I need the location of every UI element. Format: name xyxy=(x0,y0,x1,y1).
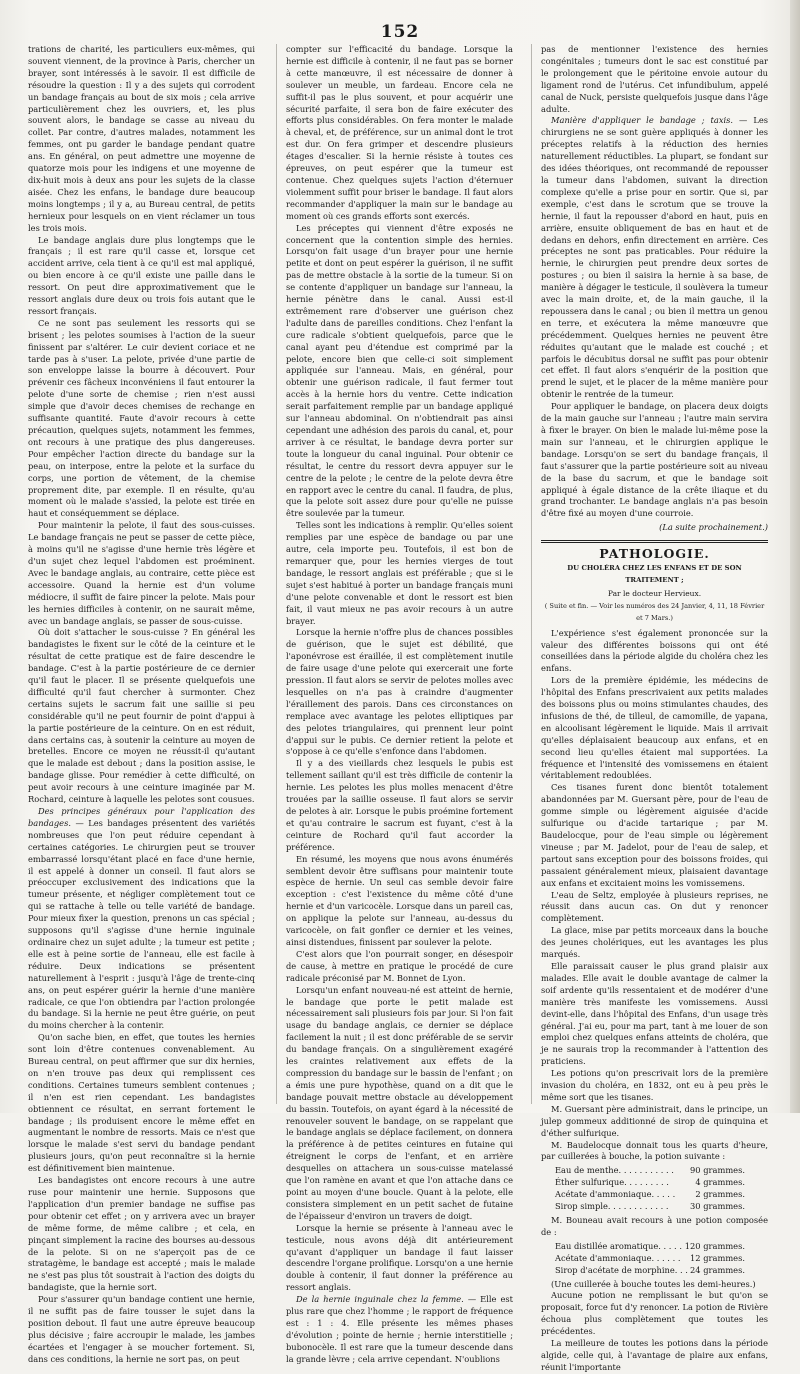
recipe-item xyxy=(555,1201,745,1213)
paragraph xyxy=(28,806,255,1032)
continuation-note: (La suite prochainement.) xyxy=(659,522,768,533)
paragraph: Elle paraissait causer le plus grand plaisir aux malades. Elle avait le double avantage de calmer la soif ardente qu'ils ressentaient et de modérer d'une manière très manifeste les vomissemens. Aussi devint-elle, dans l'hôpital des Enfans, d'un usage très général. J'ai eu, pour ma part, tant à me louer de son emploi chez quelques enfans atteints de choléra, que je ne saurais trop la recommander à l'attention des praticiens. xyxy=(541,960,768,1067)
paragraph: Telles sont les indications à remplir. Qu'elles soient remplies par une espèce de bandage ou par une autre, cela importe peu. Toutefois, il est bon de remarquer que, pour les hernies vierges de tout bandage, le ressort anglais est préférable ; que si le sujet s'est habitué à porter un bandage français muni d'une pelote convenable et dont le ressort est bien fait, il vaut mieux ne pas avoir recours à un autre brayer. xyxy=(286,520,513,626)
recipe-item xyxy=(555,1189,745,1201)
recipe-list xyxy=(555,1241,768,1277)
recipe-item xyxy=(555,1241,745,1253)
paragraph xyxy=(541,115,768,401)
paragraph-text: — Les bandages présentent des variétés nombreuses que l'on peut réduire cependant à certaines catégories. Le chirurgien peut se trouver embarrassé lorsqu'étant placé en face d'une hernie, il est appelé à donner un conseil. Il faut alors se préoccuper exclusivement des indications que la tumeur présente, et négliger complètement tout ce qui se rattache à telle ou telle variété de bandage. Pour mieux fixer la question, prenons un cas spécial ; supposons qu'il s'agisse d'une hernie inguinale ordinaire chez un sujet adulte ; la tumeur est petite ; elle est à peine sortie de l'anneau, elle est facile à réduire. Deux indications se présentent naturellement à l'esprit : jusqu'à l'âge de trente-cinq ans, on peut espérer guérir la hernie d'une manière radicale, ce que l'on obtiendra par l'action prolongée du bandage. Si la hernie ne peut être guérie, on peut du moins chercher à la contenir. xyxy=(28,817,255,1031)
paragraph: Aucune potion ne remplissant le but qu'on se proposait, force fut d'y renoncer. La potion de Rivière échoua plus complètement que toutes les précédentes. xyxy=(541,1290,768,1337)
recipe-item xyxy=(555,1165,745,1177)
paragraph: pas de mentionner l'existence des hernies congénitales ; tumeurs dont le sac est constitué par le prolongement que le péritoine envoie autour du ligament rond de l'utérus. Cet infundibulum, appelé canal de Nuck, persiste quelquefois jusque dans l'âge adulte. xyxy=(541,44,768,114)
article-author: Par le docteur Hervieux. xyxy=(607,588,702,598)
ingredient: Sirop simple. . . . . . . . . . . . xyxy=(555,1201,669,1212)
paragraph: Lorsque la hernie n'offre plus de chances possibles de guérison, que le sujet est débilité, que l'aponévrose est éraillée, il est complètement inutile de faire usage d'une pelote qui exercerait une forte pression. Il faut alors se servir de pelotes molles avec lesquelles on n'a pas à craindre d'augmenter l'éraillement des parois. Dans ces circonstances on remplace avec avantage les pelotes elliptiques par des pelotes triangulaires, qui prennent leur point d'appui sur le pubis. Ce dernier retient la pelote et s'oppose à ce qu'elle s'enfonce dans l'abdomen. xyxy=(286,627,513,757)
paragraph: Pour appliquer le bandage, on placera deux doigts de la main gauche sur l'anneau ; l'autre main servira à fixer le brayer. On bien le malade lui-même pose la main sur l'anneau, et le chirurgien applique le bandage. Lorsqu'on se sert du bandage français, il faut s'assurer que la partie postérieure soit au niveau de la base du sacrum, et que le bandage soit appliqué à égale distance de la crête iliaque et du grand trochanter. Le bandage anglais n'a pas besoin d'être fixé au moyen d'une courroie. xyxy=(541,401,768,519)
paragraph: Les bandagistes ont encore recours à une autre ruse pour maintenir une hernie. Supposons que l'application d'un premier bandage ne suffise pas pour obtenir cet effet ; on y arrivera avec un brayer de même forme, de même calibre ; et cela, en pinçant simplement la racine des bourses au-dessous de la pelote. Si on ne s'aperçoit pas de ce stratagème, le bandage est accepté ; mais le malade ne s'est pas plus tôt soustrait à l'action des doigts du bandagiste, que la hernie sort. xyxy=(28,1175,255,1293)
paragraph: Les potions qu'on prescrivait lors de la première invasion du choléra, en 1832, ont eu à peu près le même sort que les tisanes. xyxy=(541,1068,768,1102)
paragraph: M. Bouneau avait recours à une potion composée de : xyxy=(541,1215,768,1237)
paragraph: Ce ne sont pas seulement les ressorts qui se brisent ; les pelotes soumises à l'action de la sueur finissent par s'altérer. Le cuir devient coriace et ne tarde pas à s'user. La pelote, privée d'une partie de son enveloppe laisse la bourre à découvert. Pour prévenir ces fâcheux inconvéniens il faut entourer la pelote d'une sorte de chemise ; rien n'est aussi simple que d'avoir deces chemises de rechange en suffisante quantité. Faute d'avoir recours à cette précaution, quelques sujets, notamment les femmes, ont recours à une pratique des plus dangereuses. Pour empêcher l'action directe du bandage sur la peau, on interpose, entre la pelote et la surface du corps, une portion de vêtement, de la chemise proprement dite, par exemple. Il en résulte, qu'au moment où le malade s'assied, la pelote est tirée en haut et conséquemment se déplace. xyxy=(28,317,255,519)
quantity: 4 grammes. xyxy=(695,1177,745,1188)
ingredient: Eau distillée aromatique. . . . . xyxy=(555,1240,682,1251)
article-title: DU CHOLÉRA CHEZ LES ENFANS ET DE SON TRAITEMENT ; xyxy=(567,564,742,584)
paragraph: Pour maintenir la pelote, il faut des sous-cuisses. Le bandage français ne peut se passer de cette pièce, à moins qu'il ne s'agisse d'une hernie très légère et d'un sujet chez lequel l'abdomen est proéminent. Avec le bandage anglais, au contraire, cette pièce est accessoire. Quand la hernie est d'un volume médiocre, il suffit de faire pincer la pelote. Mais pour les hernies difficiles à contenir, on ne saurait même, avec un bandage anglais, se passer de sous-cuisse. xyxy=(28,520,255,626)
paragraph: compter sur l'efficacité du bandage. Lorsque la hernie est difficile à contenir, il ne faut pas se borner à cette manœuvre, il est nécessaire de donner à soulever un meuble, un fardeau. Encore cela ne suffit-il pas le plus souvent, et pour acquérir une sécurité parfaite, il sera bon de faire exécuter des efforts plus considérables. On fera monter le malade à cheval, et, de préférence, sur un animal dont le trot est dur. On fera grimper et descendre plusieurs étages d'escalier. Si la hernie résiste à toutes ces épreuves, on peut espérer que la tumeur est contenue. Chez quelques sujets l'action d'éternuer violemment suffit pour briser le bandage. Il faut alors recommander d'appliquer la main sur le bandage au moment où ces grands efforts sont exercés. xyxy=(286,44,513,221)
paragraph-text: — Les chirurgiens ne se sont guère appliqués à donner les préceptes relatifs à la réduction des hernies naturellement réductibles. La plupart, se fondant sur des idées théoriques, ont recommandé de repousser la tumeur dans l'abdomen, suivant la direction complexe qu'elle a prise pour en sortir. Que si, par exemple, c'est dans le scrotum que se trouve la hernie, il faut la repousser d'abord en haut, puis en arrière, ensuite obliquement de bas en haut et de dedans en dehors, enfin directement en arrière. Ces préceptes ne sont pas praticables. Pour réduire la hernie, le chirurgien peut prendre deux sortes de postures ; ou bien il saisira la hernie à sa base, de manière à dégager le testicule, il soulèvera la tumeur avec la main droite, et, de la main gauche, il la repoussera dans le canal ; ou bien il mettra un genou en terre, et exécutera la même manœuvre que précédemment. Quelques hernies ne peuvent être réduites qu'autant que le malade est couché ; et parfois le décubitus dorsal ne suffit pas pour obtenir cet effet. Il faut alors s'enquérir de la position que prend le sujet, et le placer de la même manière pour obtenir le rentrée de la tumeur. xyxy=(541,115,769,400)
paragraph: Lors de la première épidémie, les médecins de l'hôpital des Enfans prescrivaient aux petits malades des boissons plus ou moins stimulantes chaudes, des infusions de thé, de tilleul, de camomille, de yapana, en alcoolisant légèrement le liquide. Mais il arrivait qu'elles déplaisaient beaucoup aux enfans, et en second lieu qu'elles étaient mal supportées. La fréquence et l'intensité des vomissemens en étaient véritablement redoublées. xyxy=(541,675,768,781)
quantity: 120 grammes. xyxy=(684,1240,745,1251)
paragraph: Le bandage anglais dure plus longtemps que le français ; il est rare qu'il casse et, lorsque cet accident arrive, cela tient à ce qu'il est mal appliqué, ou bien encore à ce qu'il existe une paille dans le ressort. On peut dire approximativement que le ressort anglais dure deux ou trois fois autant que le ressort français. xyxy=(28,234,255,316)
recipe-item xyxy=(555,1265,745,1277)
ingredient: Acétate d'ammoniaque. . . . . . xyxy=(555,1252,681,1263)
paragraph: M. Baudelocque donnait tous les quarts d'heure, par cuillerées à bouche, la potion suivante : xyxy=(541,1139,768,1162)
ingredient: Éther sulfurique. . . . . . . . . xyxy=(555,1177,669,1188)
article-reference: ( Suite et fin. — Voir les numéros des 24 Janvier, 4, 11, 18 Février et 7 Mars.) xyxy=(544,601,765,622)
page-edge xyxy=(790,0,800,1113)
quantity: 90 grammes. xyxy=(690,1165,745,1176)
recipe-item xyxy=(555,1177,745,1189)
paragraph: Il y a des vieillards chez lesquels le pubis est tellement saillant qu'il est très difficile de contenir la hernie. Les pelotes les plus molles menacent d'être trouées par la saillie osseuse. Il faut alors se servir de pelotes à air. Lorsque le pubis proémine fortement et qu'au contraire le sacrum est fuyant, c'est à la ceinture de Rochard qu'il faut accorder la préférence. xyxy=(286,758,513,852)
paragraph: En résumé, les moyens que nous avons énumérés semblent devoir être suffisans pour maintenir toute espèce de hernie. Un seul cas semble devoir faire exception : c'est l'existence du même côté d'une hernie et d'un varicocèle. Lorsque dans un pareil cas, on applique la pelote sur l'anneau, au-dessus du varicocèle, on fait gonfler ce dernier et les veines, ainsi distendues, finissent par soulever la pelote. xyxy=(286,853,513,947)
paragraph: L'eau de Seltz, employée à plusieurs reprises, ne réussit dans aucun cas. On dut y renoncer complètement. xyxy=(541,889,768,924)
paragraph: Lorsque la hernie se présente à l'anneau avec le testicule, nous avons déjà dit antérieurement qu'avant d'appliquer un bandage il faut laisser descendre l'organe prolifique. Lorsqu'on a une hernie double à contenir, il faut donner la préférence au ressort anglais. xyxy=(286,1222,513,1293)
quantity: 30 grammes. xyxy=(690,1201,745,1212)
section-rule xyxy=(541,540,768,543)
section-heading: PATHOLOGIE. xyxy=(599,546,710,562)
recipe-list xyxy=(555,1165,768,1213)
quantity: 12 grammes. xyxy=(690,1252,745,1263)
paragraph: trations de charité, les particuliers eux-mêmes, qui souvent viennent, de la province à Paris, chercher un brayer, sont intéressés à le savoir. Il est difficile de résoudre la question : Il y a des sujets qui corrodent un bandage français au bout de six mois ; cela arrive particulièrement chez les ouvriers, et, les plus souvent alors, le bandage se casse au niveau du collet. Par contre, d'autres malades, notamment les femmes, ont pu garder le bandage pendant quatre ans. En général, on peut admettre une moyenne de quatorze mois pour les indigens et une moyenne de dix-huit mois à deux ans pour les sujets de la classe aisée. Chez les enfans, le bandage dure beaucoup moins longtemps ; il y a, au Bureau central, de petits hernieux pour lesquels on en vient réclamer un tous les trois mois. xyxy=(28,44,255,233)
text-column-2 xyxy=(286,44,513,1364)
paragraph: Les préceptes qui viennent d'être exposés ne concernent que la contention simple des hernies. Lorsqu'on fait usage d'un brayer pour une hernie petite et dont on peut espérer la guérison, il ne suffit pas de mettre obstacle à la sortie de la tumeur. Si on se contente d'appliquer un bandage sur l'anneau, la hernie pénètre dans le canal. Aussi est-il extrêmement rare d'observer une guérison chez l'adulte dans de pareilles conditions. Chez l'enfant la cure radicale s'obtient quelquefois, parce que le canal ayant peu d'étendue est comprimé par la pelote, encore bien que celle-ci soit simplement appliquée sur l'anneau. Mais, en général, pour obtenir une guérison radicale, il faut fermer tout accès à la hernie hors du ventre. Cette indication serait parfaitement remplie par un bandage appliqué sur l'anneau abdominal. On n'obtiendrait pas ainsi cependant une adhésion des parois du canal, et, pour arriver à ce résultat, le bandage devra porter sur toute la longueur du canal inguinal. Pour obtenir ce résultat, le centre du ressort devra appuyer sur le centre de la pelote ; le centre de la pelote devra être en rapport avec le centre du canal. Il faudra, de plus, que la pelote soit assez dure pour qu'elle ne puisse être soulevée par la tumeur. xyxy=(286,222,513,519)
quantity: 24 grammes. xyxy=(690,1264,745,1275)
ingredient: Acétate d'ammoniaque. . . . . xyxy=(555,1189,676,1200)
paragraph: La meilleure de toutes les potions dans la période algide, celle qui, à l'avantage de plaire aux enfans, réunit l'importante xyxy=(541,1338,768,1372)
paragraph-text: — Elle est plus rare que chez l'homme ; le rapport de fréquence est : 1 : 4. Elle présente les mêmes phases d'évolution ; pointe de hernie ; hernie interstitielle ; bubonocèle. Il est rare que la tumeur descende dans la grande lèvre ; cela arrive cependant. N'oublions xyxy=(286,1294,513,1364)
paragraph: C'est alors que l'on pourrait songer, en désespoir de cause, à mettre en pratique le procédé de cure radicale préconisé par M. Bonnet de Lyon. xyxy=(286,948,513,983)
section-lead: Des principes généraux pour l'application des bandages. xyxy=(28,806,255,828)
text-column-3 xyxy=(541,44,769,1372)
quantity: 2 grammes. xyxy=(695,1189,745,1200)
paragraph: M. Guersant père administrait, dans le principe, un julep gommeux additionné de sirop de quinquina et d'éther sulfurique. xyxy=(541,1103,768,1138)
recipe-item xyxy=(555,1253,745,1265)
ingredient: Sirop d'acétate de morphine. . . xyxy=(555,1264,688,1275)
section-lead: Manière d'appliquer le bandage ; taxis. xyxy=(551,115,734,126)
paragraph: Lorsqu'un enfant nouveau-né est atteint de hernie, le bandage que porte le petit malade est nécessairement sali plusieurs fois par jour. Si l'on fait usage du bandage anglais, ce dernier se déplace facilement la nuit ; il est donc préférable de se servir du bandage français. On a singulièrement exagéré les craintes relativement aux effets de la compression du bandage sur le bassin de l'enfant ; on a émis une pure hypothèse, quand on a dit que le bandage pouvait mettre obstacle au développement du bassin. Toutefois, on ayant égard à la nécessité de renouveler souvent le bandage, on se rappelant que le bandage anglais se déplace facilement, on donnera la préférence à de petites ceintures en futaine qui étreignent le corps de l'enfant, et en arrière desquelles on attachera un sous-cuisse matelassé que l'on ramène en avant et que l'on attache dans ce point au moyen d'une boucle. Quant à la pelote, elle consistera simplement en un petit sachet de futaine de l'épaisseur d'environ un travers de doigt. xyxy=(286,984,513,1221)
paragraph: Ces tisanes furent donc bientôt totalement abandonnées par M. Guersant père, pour de l'eau de gomme simple ou légèrement aiguisée d'acide sulfurique ou d'acide tartarique ; par M. Baudelocque, pour de l'eau simple ou légèrement vineuse ; par M. Jadelot, pour de l'eau de salep, et partout sans exception pour des boissons froides, qui passaient généralement mieux, plaisaient davantage aux enfans et excitaient moins les vomissemens. xyxy=(541,782,768,888)
column-divider xyxy=(531,44,532,1104)
ingredient: Eau de menthe. . . . . . . . . . . xyxy=(555,1165,674,1176)
paragraph: L'expérience s'est également prononcée sur la valeur des différentes boissons qui ont été conseillées dans la période algide du choléra chez les enfans. xyxy=(541,627,768,674)
paragraph: (Une cuillerée à bouche toutes les demi-heures.) xyxy=(551,1278,756,1289)
page-number: 152 xyxy=(380,22,420,42)
paragraph xyxy=(286,1294,513,1365)
section-lead: De la hernie inguinale chez la femme. xyxy=(296,1294,464,1305)
column-divider xyxy=(276,44,277,1104)
paragraph: Qu'on sache bien, en effet, que toutes les hernies sont loin d'être contenues convenablement. Au Bureau central, on peut affirmer que sur dix hernies, on n'en trouve pas deux qui remplissent ces conditions. Certaines tumeurs semblent contenues ; il n'en est rien cependant. Les bandagistes obtiennent ce résultat, en serrant fortement le bandage ; ils produisent encore le même effet en augmentant le nombre de ressorts. Mais ce n'est que lorsque le malade s'est servi du bandage pendant plusieurs jours, qu'on peut reconnaître si la hernie est définitivement bien maintenue. xyxy=(28,1032,255,1174)
paragraph: Pour s'assurer qu'un bandage contient une hernie, il ne suffit pas de faire tousser le sujet dans la position debout. Il faut une autre épreuve beaucoup plus décisive ; faire accroupir le malade, les jambes écartées et l'engager à se moucher fortement. Si, dans ces conditions, la hernie ne sort pas, on peut xyxy=(28,1294,255,1364)
text-column-1 xyxy=(28,44,255,1364)
paragraph: La glace, mise par petits morceaux dans la bouche des jeunes cholériques, eut les avantages les plus marqués. xyxy=(541,925,768,960)
paragraph: Où doit s'attacher le sous-cuisse ? En général les bandagistes le fixent sur le côté de la ceinture et le résultat de cette pratique est de faire descendre le bandage. C'est à la partie postérieure de ce dernier qu'il faut le placer. Il se présente quelquefois une difficulté qu'il faut chercher à surmonter. Chez certains sujets le sacrum fait une saillie si peu considérable qu'il ne peut fournir de point d'appui à la partie postérieure de la ceinture. On en est réduit, dans certains cas, à soutenir la ceinture au moyen de bretelles. Encore ce moyen ne réussit-il qu'autant que le malade est debout ; dans la position assise, le bandage glisse. Pour remédier à cette difficulté, on peut avoir recours à une ceinture imaginée par M. Rochard, ceinture à laquelle les pelotes sont cousues. xyxy=(28,627,255,805)
